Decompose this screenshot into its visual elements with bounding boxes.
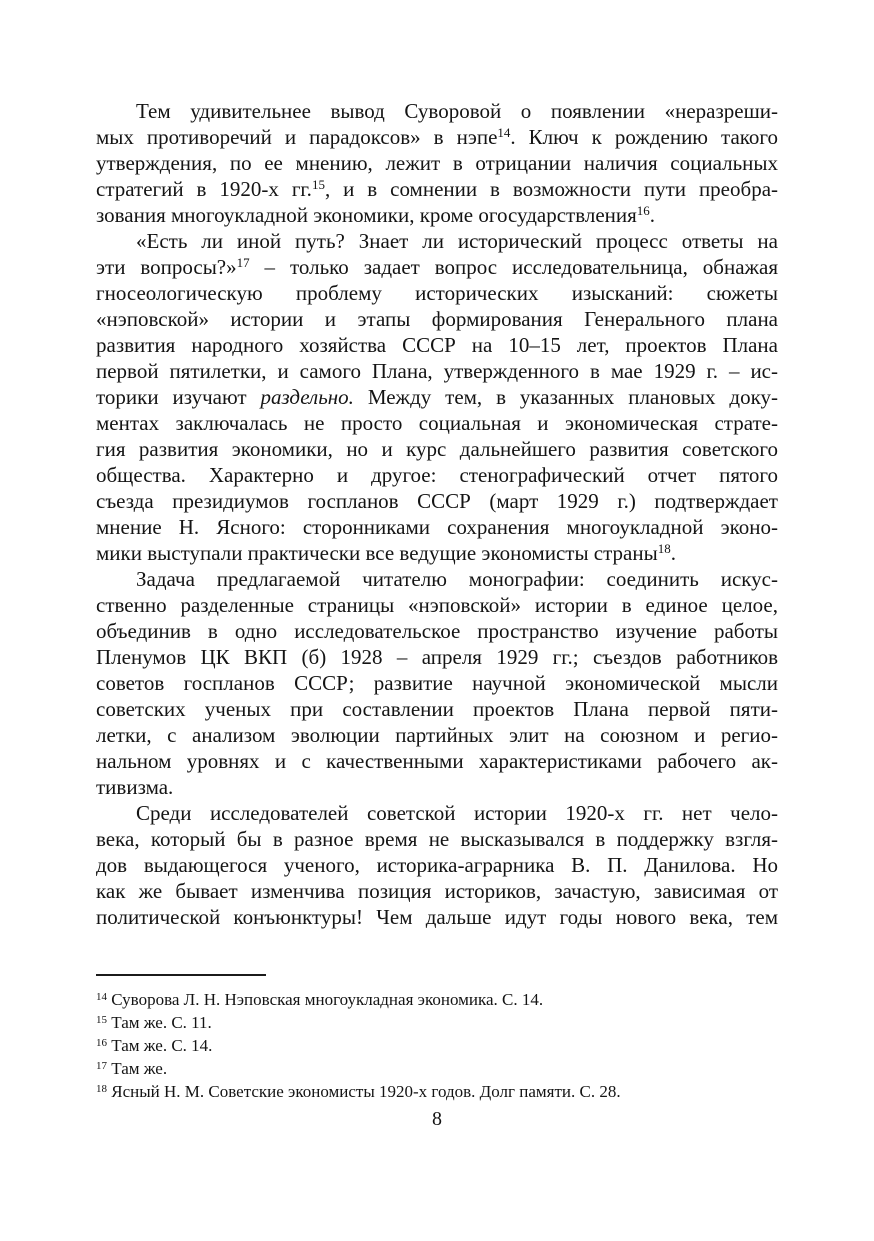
text-segment: . (649, 203, 656, 227)
text-line: дов выдающегося ученого, историка-аграрника В. П. Данилова. Но (96, 853, 778, 877)
text-line: первой пятилетки, и самого Плана, утвержденного в мае 1929 г. – ис- (96, 359, 778, 383)
text-line: ментах заключалась не просто социальная и экономическая страте- (96, 411, 778, 435)
text-segment: . Ключ к рождению такого (510, 125, 778, 149)
paragraph (96, 98, 778, 228)
footnote-marker: 18 (96, 1083, 107, 1095)
footnotes-list (96, 988, 778, 1103)
text-line (96, 254, 778, 280)
footnote-reference: 18 (657, 541, 671, 556)
text-segment: , и в сомнении в возможности пути преобра- (324, 177, 779, 201)
text-segment: Между тем, в указанных плановых доку- (353, 385, 778, 409)
text-block (96, 98, 778, 1103)
text-line: как же бывает изменчива позиция историков, зачастую, зависимая от (96, 879, 778, 903)
text-line: Пленумов ЦК ВКП (б) 1928 – апреля 1929 гг.; съездов работников (96, 645, 778, 669)
text-line (96, 176, 778, 202)
text-line: гия развития экономики, но и курс дальнейшего развития советского (96, 437, 778, 461)
text-line: съезда президиумов госпланов СССР (март 1929 г.) подтверждает (96, 489, 778, 513)
text-line: общества. Характерно и другое: стенографический отчет пятого (96, 463, 778, 487)
text-line (96, 384, 778, 410)
text-line: советов госпланов СССР; развитие научной экономической мысли (96, 671, 778, 695)
text-segment: . (670, 541, 676, 565)
text-segment: зования многоукладной экономики, кроме огосударствления (96, 203, 637, 227)
footnote (96, 1034, 778, 1057)
text-line: гносеологическую проблему исторических изысканий: сюжеты (96, 281, 778, 305)
text-line: Среди исследователей советской истории 1920-х гг. нет чело- (136, 801, 778, 825)
footnote (96, 1080, 778, 1103)
footnote-marker: 16 (96, 1037, 107, 1049)
footnote-marker: 15 (96, 1014, 107, 1026)
footnotes-section (96, 974, 778, 1103)
footnote-reference: 15 (311, 177, 325, 192)
footnote (96, 1011, 778, 1034)
page-number: 8 (432, 1108, 442, 1130)
text-line: утверждения, по ее мнению, лежит в отрицании наличия социальных (96, 151, 778, 175)
paragraph (96, 566, 778, 800)
italic-text: раздельно. (260, 385, 354, 409)
text-line: «Есть ли иной путь? Знает ли исторический процесс ответы на (136, 229, 778, 253)
footnote-text: Там же. С. 14. (107, 1036, 213, 1055)
footnote-reference: 14 (497, 125, 511, 140)
text-segment: мики выступали практически все ведущие экономисты страны (96, 541, 658, 565)
text-segment: торики изучают (96, 385, 261, 409)
text-segment: эти вопросы?» (96, 255, 237, 279)
footnote-reference: 16 (636, 203, 650, 218)
footnote-text: Там же. (107, 1059, 168, 1078)
footnote-marker: 17 (96, 1060, 107, 1072)
text-line: «нэповской» истории и этапы формирования Генерального плана (96, 307, 778, 331)
text-line: Тем удивительнее вывод Суворовой о появлении «неразреши- (136, 99, 778, 123)
text-line (96, 540, 778, 566)
text-line (96, 202, 778, 228)
text-segment: – только задает вопрос исследовательница, обнажая (249, 255, 778, 279)
text-line: политической конъюнктуры! Чем дальше идут годы нового века, тем (96, 905, 778, 929)
body-paragraphs (96, 98, 778, 930)
footnote-text: Ясный Н. М. Советские экономисты 1920-х годов. Долг памяти. С. 28. (107, 1082, 621, 1101)
text-segment: стратегий в 1920-х гг. (96, 177, 312, 201)
footnote-separator-rule (96, 974, 266, 976)
footnote (96, 988, 778, 1011)
footnote-reference: 17 (236, 255, 250, 270)
paragraph (96, 800, 778, 930)
text-line: века, который бы в разное время не высказывался в поддержку взгля- (96, 827, 778, 851)
text-line: летки, с анализом эволюции партийных элит на союзном и регио- (96, 723, 778, 747)
text-line: нальном уровнях и с качественными характеристиками рабочего ак- (96, 749, 778, 773)
text-line: развития народного хозяйства СССР на 10–15 лет, проектов Плана (96, 333, 778, 357)
text-line: Задача предлагаемой читателю монографии: соединить искус- (136, 567, 778, 591)
footnote-text: Суворова Л. Н. Нэповская многоукладная экономика. С. 14. (107, 990, 544, 1009)
text-segment: мых противоречий и парадоксов» в нэпе (96, 125, 498, 149)
text-line: советских ученых при составлении проектов Плана первой пяти- (96, 697, 778, 721)
footnote-marker: 14 (96, 991, 107, 1003)
text-line: тивизма. (96, 775, 174, 799)
text-line: объединив в одно исследовательское пространство изучение работы (96, 619, 778, 643)
text-line: мнение Н. Ясного: сторонниками сохранения многоукладной эконо- (96, 515, 778, 539)
footnote (96, 1057, 778, 1080)
text-line: ственно разделенные страницы «нэповской» истории в единое целое, (96, 593, 778, 617)
footnote-text: Там же. С. 11. (107, 1013, 212, 1032)
text-line (96, 124, 778, 150)
paragraph (96, 228, 778, 566)
